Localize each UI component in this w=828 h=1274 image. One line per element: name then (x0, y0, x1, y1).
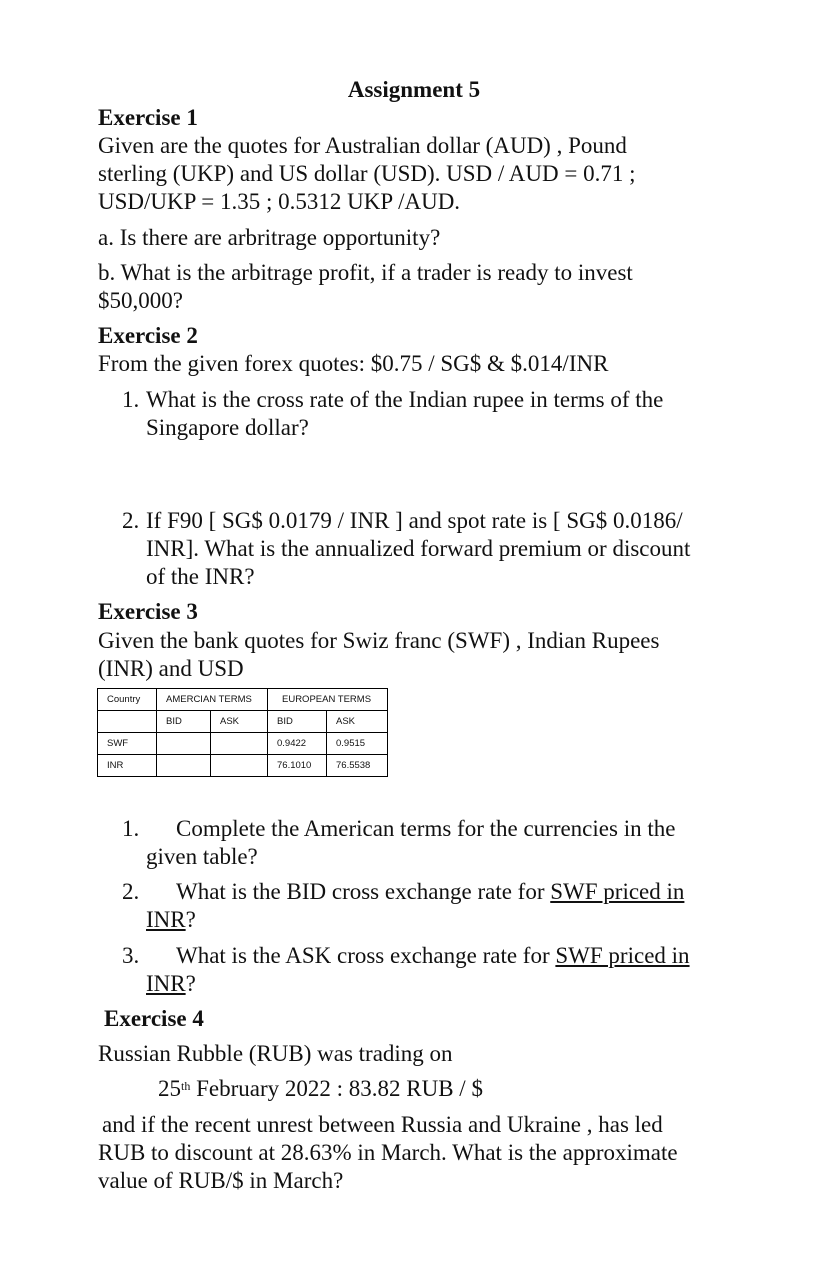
exercise-4-date-day: 25 (158, 1076, 181, 1101)
table-header-am-ask: ASK (211, 711, 268, 733)
exercise-3-q3-text (176, 942, 690, 970)
exercise-2-q1-number: 1. (122, 387, 140, 412)
exercise-2-intro: From the given forex quotes: $0.75 / SG$ & $.014/INR (98, 351, 609, 376)
table-cell: 76.1010 (268, 755, 327, 777)
exercise-2-heading: Exercise 2 (98, 323, 198, 348)
table-row (98, 755, 388, 777)
exercise-1-question-b-cont: $50,000? (98, 288, 183, 313)
table-cell: 76.5538 (327, 755, 388, 777)
exercise-2-q1-text: What is the cross rate of the Indian rupee in terms of the (146, 387, 664, 412)
table-cell (98, 711, 157, 733)
exercise-1-text-line: Given are the quotes for Australian dollar (AUD) , Pound (98, 133, 627, 158)
exercise-4-date-rest: February 2022 : 83.82 RUB / $ (190, 1076, 483, 1101)
table-header-eu-bid: BID (268, 711, 327, 733)
exercise-1-question-b: b. What is the arbitrage profit, if a trader is ready to invest (98, 260, 633, 285)
table-cell: 0.9422 (268, 733, 327, 755)
table-cell-country: INR (98, 755, 157, 777)
exercise-3-q1-text-cont: given table? (146, 844, 258, 869)
exercise-3-q3-end: ? (185, 971, 196, 996)
page-title: Assignment 5 (347, 77, 481, 102)
exercise-2-q1-text-cont: Singapore dollar? (146, 415, 309, 440)
exercise-3-q3-underlined-cont: INR (146, 971, 186, 996)
exercise-4-date-line (158, 1075, 483, 1103)
table-header-eu-ask: ASK (327, 711, 388, 733)
exercise-4-text-cont: RUB to discount at 28.63% in March. What is the approximate (98, 1140, 678, 1165)
exercise-3-heading: Exercise 3 (98, 599, 198, 624)
exercise-2-q2-number: 2. (122, 508, 140, 533)
exercise-3-q2-text-a: What is the BID cross exchange rate for (176, 879, 551, 904)
exercise-3-q3-text-cont (146, 970, 196, 998)
table-header-row (98, 689, 388, 711)
table-row (98, 733, 388, 755)
table-cell (157, 755, 211, 777)
exercise-1-text-line: USD/UKP = 1.35 ; 0.5312 UKP /AUD. (98, 189, 461, 214)
exercise-4-date-suffix: th (181, 1079, 191, 1093)
exercise-4-text-cont: value of RUB/$ in March? (98, 1168, 344, 1193)
table-header-country: Country (98, 689, 157, 711)
table-header-european-terms: EUROPEAN TERMS (268, 689, 388, 711)
table-cell-country: SWF (98, 733, 157, 755)
exercise-3-intro: Given the bank quotes for Swiz franc (SWF) , Indian Rupees (98, 628, 660, 653)
table-cell (157, 733, 211, 755)
exercise-3-q3-underlined: SWF priced in (555, 943, 690, 968)
exercise-4-text: Russian Rubble (RUB) was trading on (98, 1041, 453, 1066)
exercise-3-q2-text (176, 878, 684, 906)
exercise-4-text-cont: and if the recent unrest between Russia and Ukraine , has led (102, 1112, 663, 1137)
exercise-3-q2-end: ? (185, 907, 196, 932)
exercise-3-q2-text-cont (146, 906, 196, 934)
exercise-3-q2-underlined-cont: INR (146, 907, 186, 932)
exercise-4-heading: Exercise 4 (104, 1006, 204, 1031)
table-cell: 0.9515 (327, 733, 388, 755)
table-header-am-bid: BID (157, 711, 211, 733)
exercise-3-intro-cont: (INR) and USD (98, 656, 244, 681)
exercise-3-q3-text-a: What is the ASK cross exchange rate for (176, 943, 556, 968)
exercise-2-q2-text: If F90 [ SG$ 0.0179 / INR ] and spot rate is [ SG$ 0.0186/ (146, 508, 683, 533)
table-cell (211, 755, 268, 777)
table-subheader-row (98, 711, 388, 733)
exercise-3-q2-underlined: SWF priced in (550, 879, 685, 904)
exercise-1-text-line: sterling (UKP) and US dollar (USD). USD / AUD = 0.71 ; (98, 161, 636, 186)
exercise-3-q1-text: Complete the American terms for the currencies in the (176, 816, 676, 841)
table-header-american-terms: AMERCIAN TERMS (157, 689, 268, 711)
table-cell (211, 733, 268, 755)
exercise-1-heading: Exercise 1 (98, 105, 198, 130)
exercise-3-q1-number: 1. (122, 816, 140, 841)
exercise-3-q2-number: 2. (122, 879, 140, 904)
exercise-2-q2-text-cont: INR]. What is the annualized forward premium or discount (146, 536, 691, 561)
quotes-table (97, 688, 388, 777)
exercise-2-q2-text-cont: of the INR? (146, 564, 255, 589)
exercise-1-question-a: a. Is there are arbritrage opportunity? (98, 225, 441, 250)
exercise-3-q3-number: 3. (122, 943, 140, 968)
